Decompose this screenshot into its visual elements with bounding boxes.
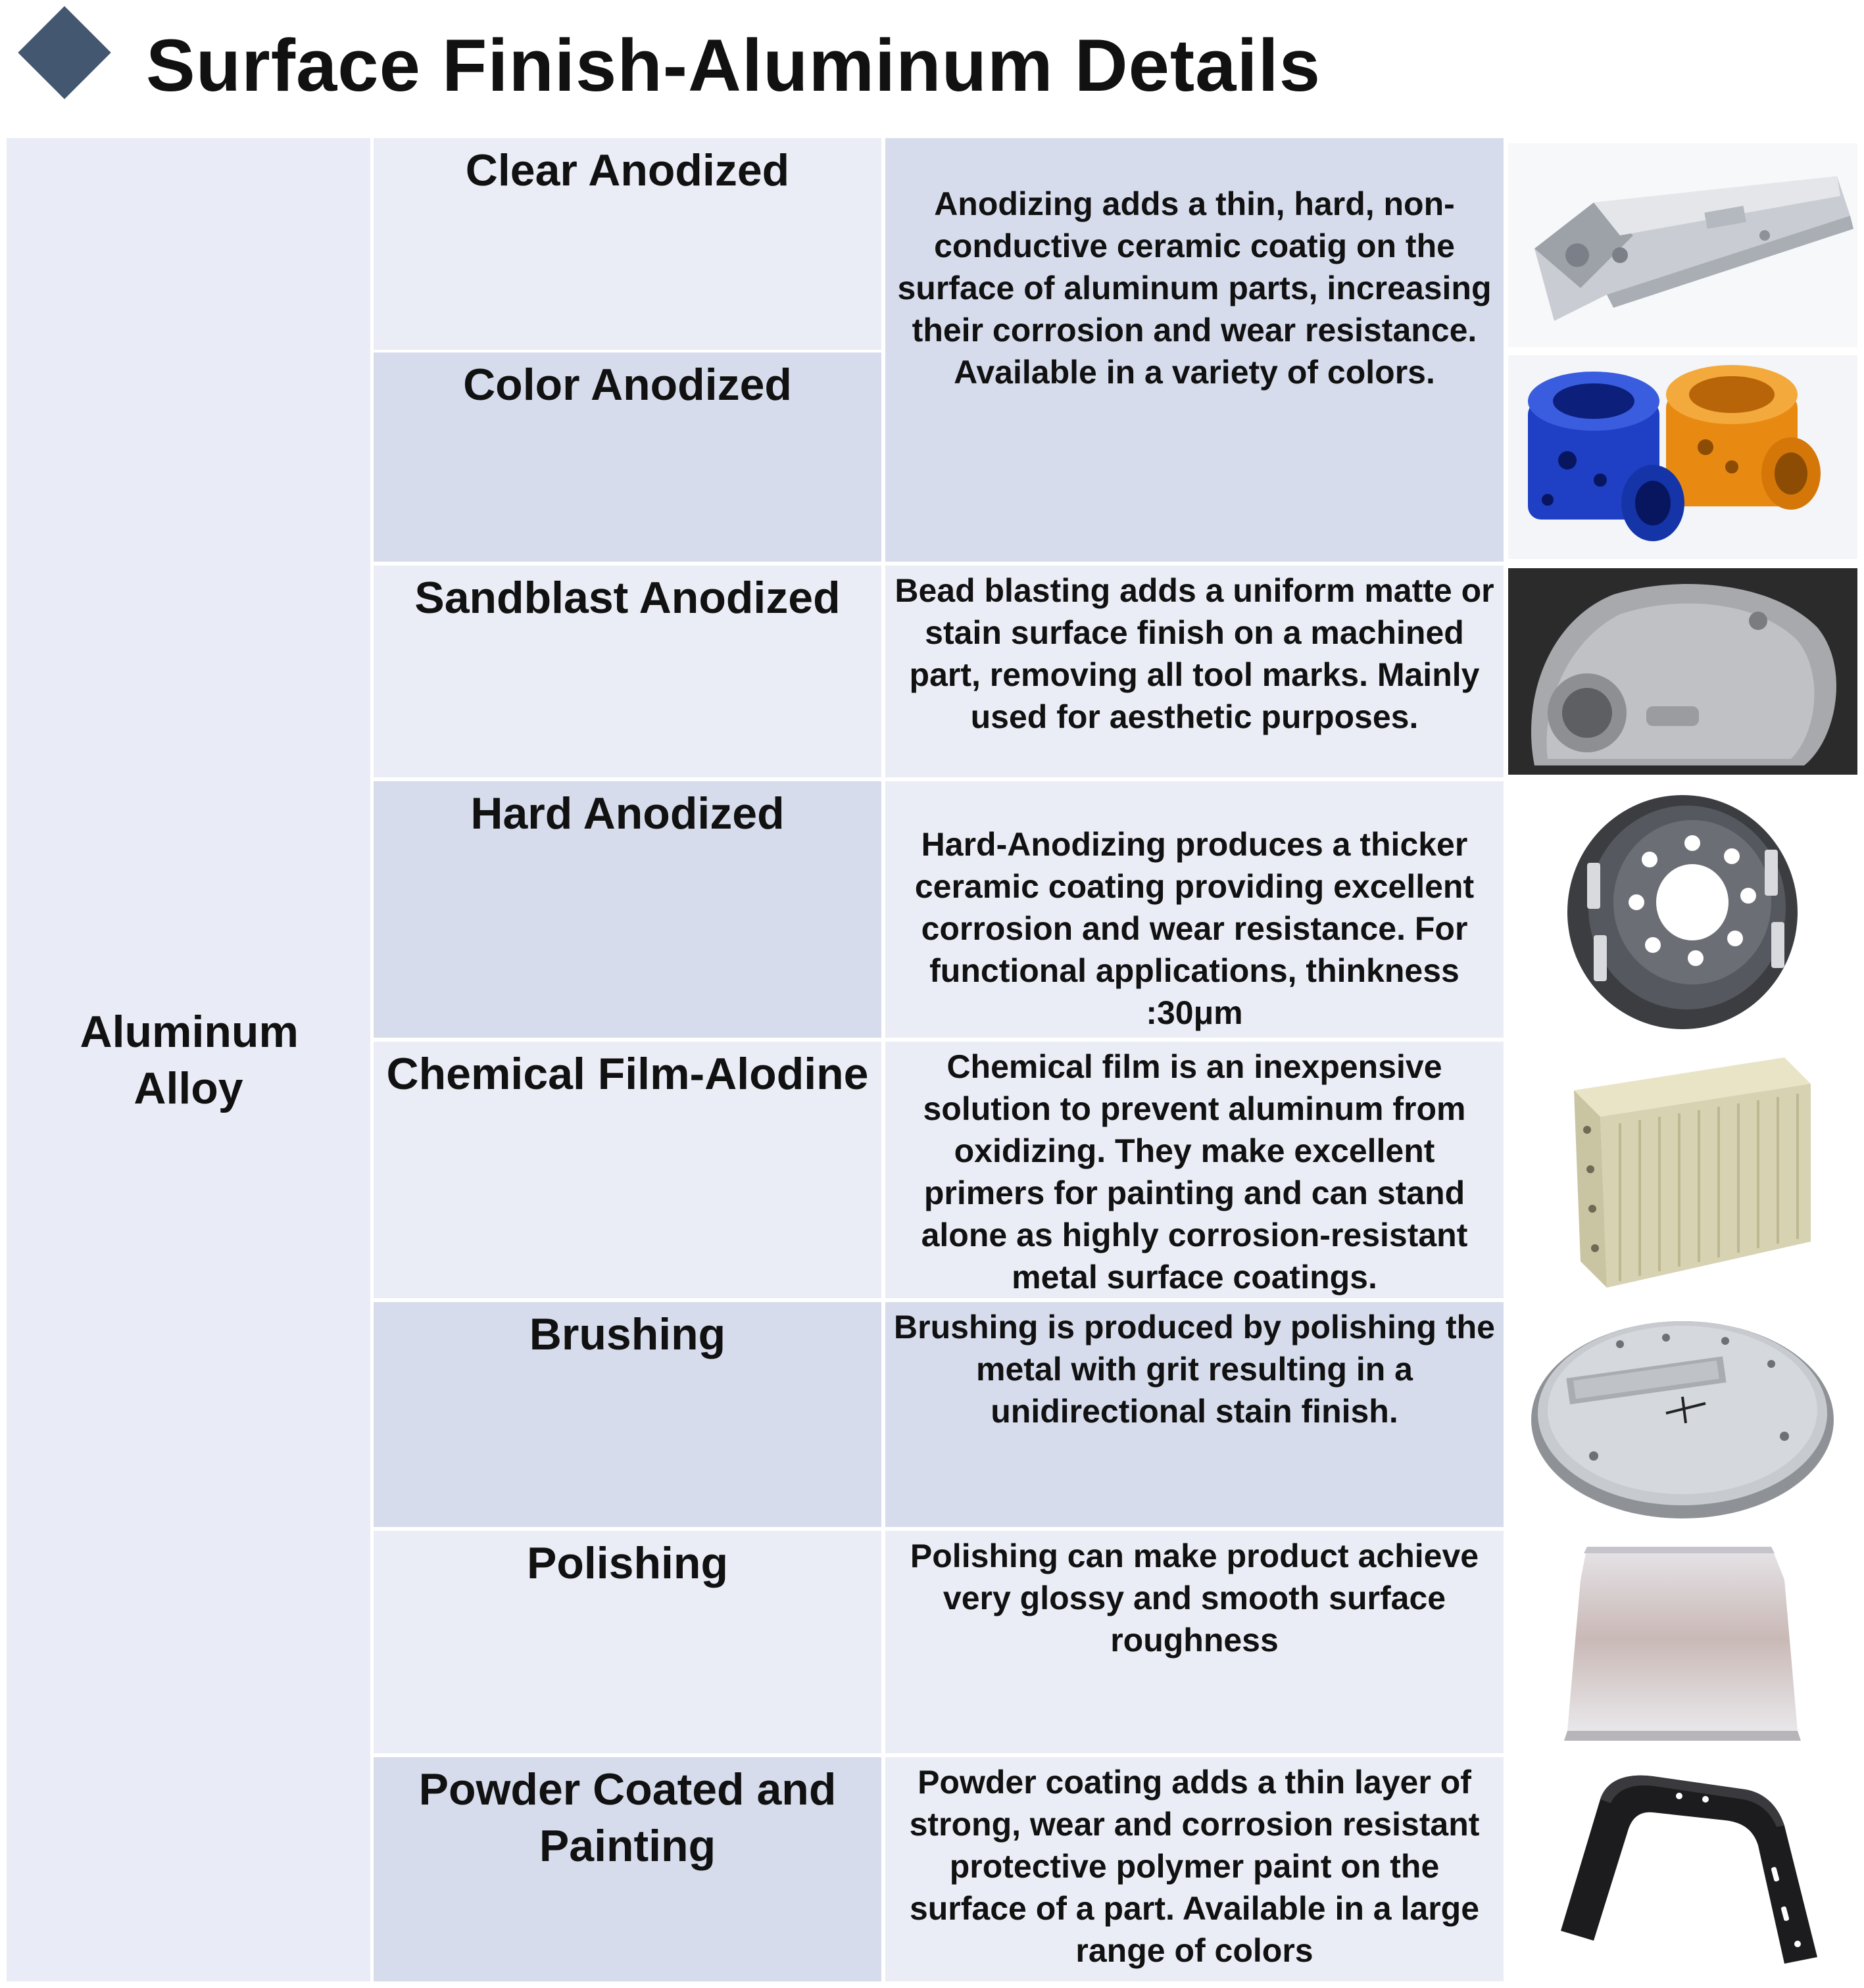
brushed-disc-plate-image bbox=[1508, 1305, 1857, 1524]
finish-name-chemical-film-alodine: Chemical Film-Alodine bbox=[374, 1042, 881, 1298]
finish-description-polishing bbox=[885, 1531, 1504, 1753]
polished-panel-image bbox=[1508, 1534, 1857, 1751]
polishing-description-text: Polishing can make product achieve very glossy and smooth surface roughness bbox=[910, 1538, 1479, 1659]
hard-anodized-clutch-basket-image bbox=[1508, 784, 1857, 1035]
finish-name-clear-anodized: Clear Anodized bbox=[374, 138, 881, 350]
finish-table bbox=[7, 138, 1857, 1981]
finish-description-sandblast-anodized bbox=[885, 566, 1504, 777]
finish-name-powder-coated-and-painting: Powder Coated and Painting bbox=[374, 1757, 881, 1981]
alodine-heatsink-box-svg bbox=[1508, 1044, 1857, 1296]
powder-description-text: Powder coating adds a thin layer of strong, wear and corrosion resistant protective polymer paint on the surface of a part. Available in a large range of colors bbox=[909, 1764, 1480, 1969]
color-anodized-parts-image bbox=[1508, 355, 1857, 559]
sandblast-cover-image bbox=[1508, 568, 1857, 775]
finish-description-brushing bbox=[885, 1302, 1504, 1527]
diamond-icon bbox=[18, 6, 110, 99]
polished-panel-svg bbox=[1508, 1534, 1857, 1751]
finish-name-hard-anodized: Hard Anodized bbox=[374, 781, 881, 1038]
clear-anodized-bracket-image bbox=[1508, 143, 1857, 347]
page-header bbox=[0, 0, 1864, 135]
finish-description-anodized bbox=[885, 138, 1504, 562]
color-anodized-parts-svg bbox=[1508, 355, 1857, 559]
hard-anodized-description-text: Hard-Anodizing produces a thicker ceramic coating providing excellent corrosion and wear resistance. For functional applications, thinkness :30μm bbox=[914, 826, 1475, 1031]
finish-description-hard-anodized bbox=[885, 781, 1504, 1038]
alodine-heatsink-box-image bbox=[1508, 1044, 1857, 1296]
alodine-description-text: Chemical film is an inexpensive solution to prevent aluminum from oxidizing. They make excellent primers for painting and can stand alone as highly corrosion-resistant metal surface coatings. bbox=[921, 1048, 1468, 1296]
anodized-description-text: Anodizing adds a thin, hard, non-conductive ceramic coatig on the surface of aluminum parts, increasing their corrosion and wear resistance. Available in a variety of colors. bbox=[897, 185, 1492, 391]
finish-name-brushing: Brushing bbox=[374, 1302, 881, 1527]
brushed-disc-plate-svg bbox=[1508, 1305, 1857, 1524]
sandblast-cover-svg bbox=[1508, 568, 1857, 775]
clear-anodized-bracket-svg bbox=[1508, 143, 1857, 347]
powder-coated-bracket-image bbox=[1508, 1760, 1857, 1979]
hard-anodized-clutch-basket-svg bbox=[1508, 784, 1857, 1035]
finish-description-chemical-film-alodine bbox=[885, 1042, 1504, 1298]
material-cell bbox=[7, 138, 370, 1981]
finish-description-powder-coated-and-painting bbox=[885, 1757, 1504, 1981]
page-title: Surface Finish-Aluminum Details bbox=[146, 24, 1321, 107]
finish-name-polishing: Polishing bbox=[374, 1531, 881, 1753]
finish-name-sandblast-anodized: Sandblast Anodized bbox=[374, 566, 881, 777]
finish-name-color-anodized: Color Anodized bbox=[374, 352, 881, 562]
brushing-description-text: Brushing is produced by polishing the metal with grit resulting in a unidirectional stain finish. bbox=[894, 1309, 1495, 1430]
powder-coated-bracket-svg bbox=[1508, 1760, 1857, 1979]
sandblast-description-text: Bead blasting adds a uniform matte or stain surface finish on a machined part, removing all tool marks. Mainly used for aesthetic purposes. bbox=[895, 572, 1494, 735]
material-label: Aluminum Alloy bbox=[80, 1006, 299, 1113]
